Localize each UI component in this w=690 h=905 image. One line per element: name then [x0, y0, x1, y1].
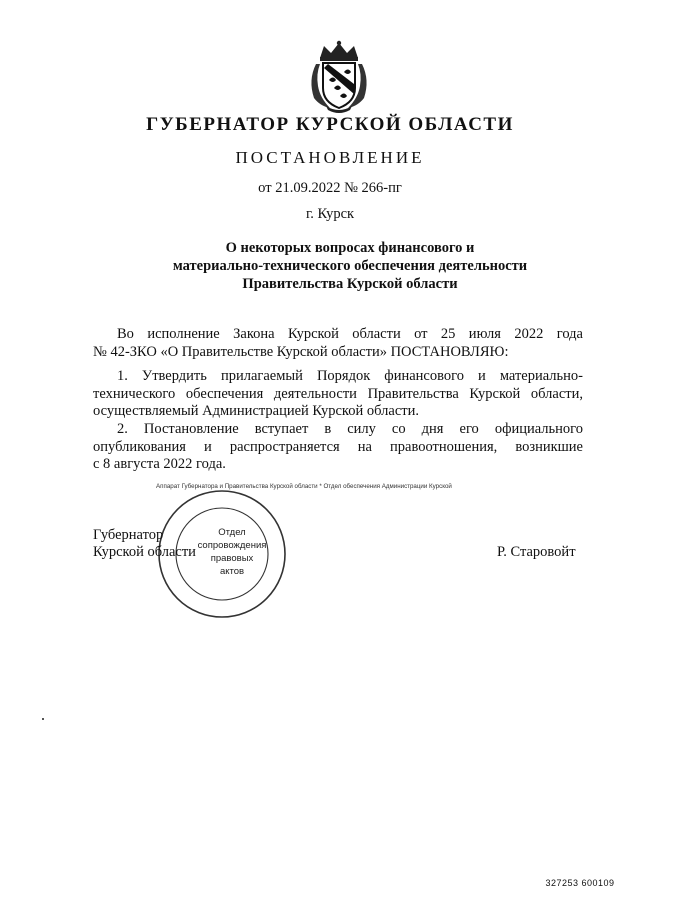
date-and-number: от 21.09.2022 № 266-пг — [258, 180, 402, 196]
signer-position-line1: Губернатор — [93, 527, 164, 543]
title-line: Правительства Курской области — [242, 276, 458, 292]
title-line: О некоторых вопросах финансового и — [225, 240, 475, 256]
title-line: материально-технического обеспечения деятельности — [172, 258, 528, 274]
body-line: опубликования и распространяется на правоотношения, возникшие — [93, 439, 583, 455]
barcode-number: 327253 600109 — [545, 878, 615, 888]
stamp-ring-text: Аппарат Губернатора и Правительства Курской области * Отдел обеспечения Администрации Курской — [156, 483, 452, 490]
body-line: 1. Утвердить прилагаемый Порядок финансового и материально- — [117, 368, 583, 384]
signer-position-line2: Курской области — [93, 544, 196, 560]
body-line: осуществляемый Администрацией Курской области. — [93, 403, 419, 419]
body-line: Во исполнение Закона Курской области от 25 июля 2022 года — [117, 326, 583, 342]
document-type: ПОСТАНОВЛЕНИЕ — [235, 148, 425, 167]
barcode-icon — [534, 848, 626, 882]
coat-of-arms-icon — [306, 40, 372, 112]
scan-mark — [42, 718, 44, 720]
body-line: с 8 августа 2022 года. — [93, 456, 226, 472]
stamp-center-text: Отдел сопровождения правовых актов — [197, 527, 267, 577]
body-line: технического обеспечения деятельности Правительства Курской области, — [93, 386, 583, 402]
signer-name: Р. Старовойт — [497, 544, 576, 560]
place: г. Курск — [305, 206, 355, 222]
body-line: № 42-ЗКО «О Правительстве Курской области» ПОСТАНОВЛЯЮ: — [93, 344, 509, 360]
body-line: 2. Постановление вступает в силу со дня его официального — [117, 421, 583, 437]
authority-heading: ГУБЕРНАТОР КУРСКОЙ ОБЛАСТИ — [146, 114, 514, 135]
